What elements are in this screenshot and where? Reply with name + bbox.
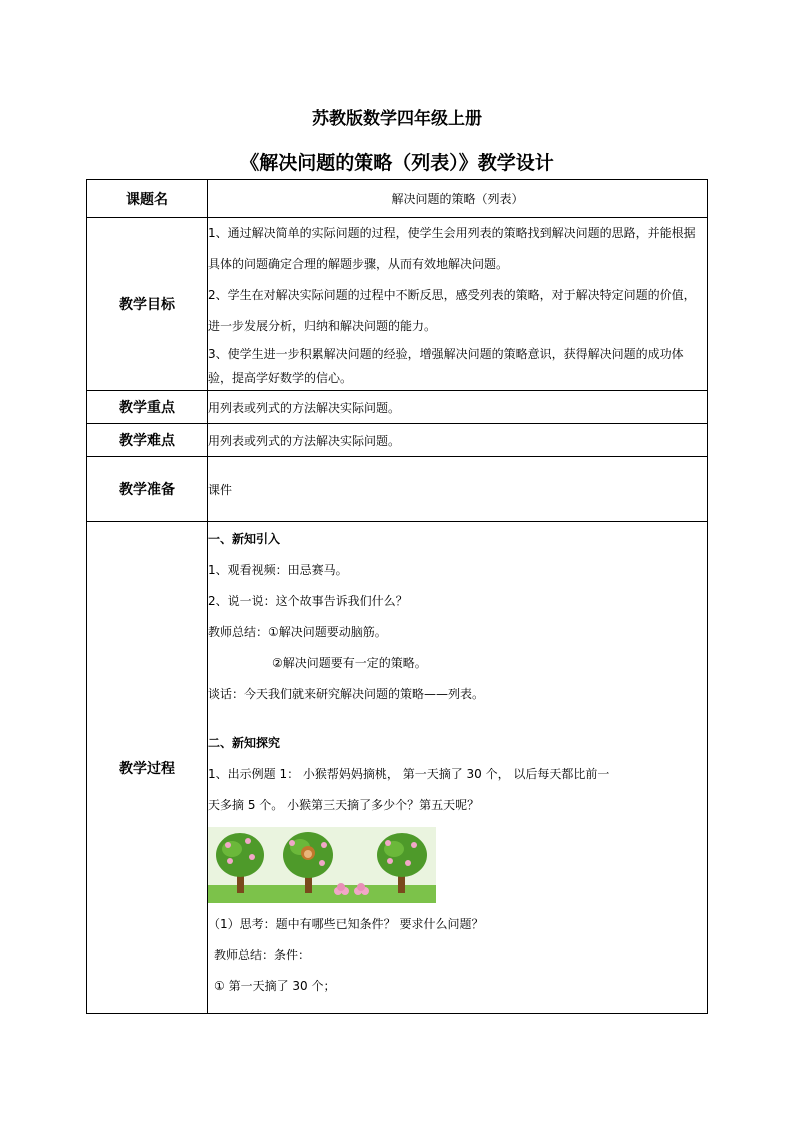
condition-line: ① 第一天摘了 30 个； [214, 979, 336, 993]
example-line: 天多摘 5 个。 小猴第三天摘了多少个？第五天呢？ [208, 798, 480, 812]
preparation-value: 课件 [208, 457, 708, 522]
objective-item: 3、使学生进一步积累解决问题的经验，增强解决问题的策略意识，获得解决问题的成功体验，提高学好数学的信心。 [208, 347, 684, 385]
peach-tree-illustration [208, 827, 436, 903]
section-title: 一、新知引入 [208, 532, 281, 546]
key-point-value: 用列表或列式的方法解决实际问题。 [208, 391, 708, 424]
difficult-point-label: 教学难点 [87, 424, 208, 457]
process-line: 教师总结：①解决问题要动脑筋。 [208, 625, 387, 639]
summary-line: 教师总结：条件： [214, 948, 311, 962]
table-row-process [87, 522, 708, 1014]
process-label: 教学过程 [87, 522, 208, 1014]
section-title: 二、新知探究 [208, 736, 281, 750]
spacer [208, 710, 707, 728]
objective-item: 2、学生在对解决实际问题的过程中不断反思，感受列表的策略，对于解决特定问题的价值，进一步发展分析，归纳和解决问题的能力。 [208, 288, 696, 333]
process-cell [208, 522, 708, 1014]
table-row-difficult-point [87, 424, 708, 457]
topic-value: 解决问题的策略（列表） [208, 180, 708, 218]
preparation-label: 教学准备 [87, 457, 208, 522]
objectives-cell [208, 218, 708, 391]
example-line: 1、出示例题 1： 小猴帮妈妈摘桃， 第一天摘了 30 个， 以后每天都比前一 [208, 767, 610, 781]
process-line: 谈话：今天我们就来研究解决问题的策略——列表。 [208, 687, 485, 701]
table-row-preparation [87, 457, 708, 522]
think-line: （1）思考：题中有哪些已知条件？ 要求什么问题？ [208, 917, 484, 931]
process-line: 1、观看视频：田忌赛马。 [208, 563, 348, 577]
process-line: 2、说一说：这个故事告诉我们什么？ [208, 594, 408, 608]
table-row-key-point [87, 391, 708, 424]
document-title: 苏教版数学四年级上册 [312, 109, 482, 129]
lesson-plan-table [86, 179, 708, 1014]
key-point-label: 教学重点 [87, 391, 208, 424]
objective-item: 1、通过解决简单的实际问题的过程，使学生会用列表的策略找到解决问题的思路，并能根据具体的问题确定合理的解题步骤，从而有效地解决问题。 [208, 226, 696, 271]
topic-label: 课题名 [87, 180, 208, 218]
table-row-topic [87, 180, 708, 218]
document-subtitle: 《解决问题的策略（列表）》教学设计 [240, 152, 554, 174]
process-line: ②解决问题要有一定的策略。 [272, 656, 427, 670]
objectives-label: 教学目标 [87, 218, 208, 391]
table-row-objectives [87, 218, 708, 391]
difficult-point-value: 用列表或列式的方法解决实际问题。 [208, 424, 708, 457]
